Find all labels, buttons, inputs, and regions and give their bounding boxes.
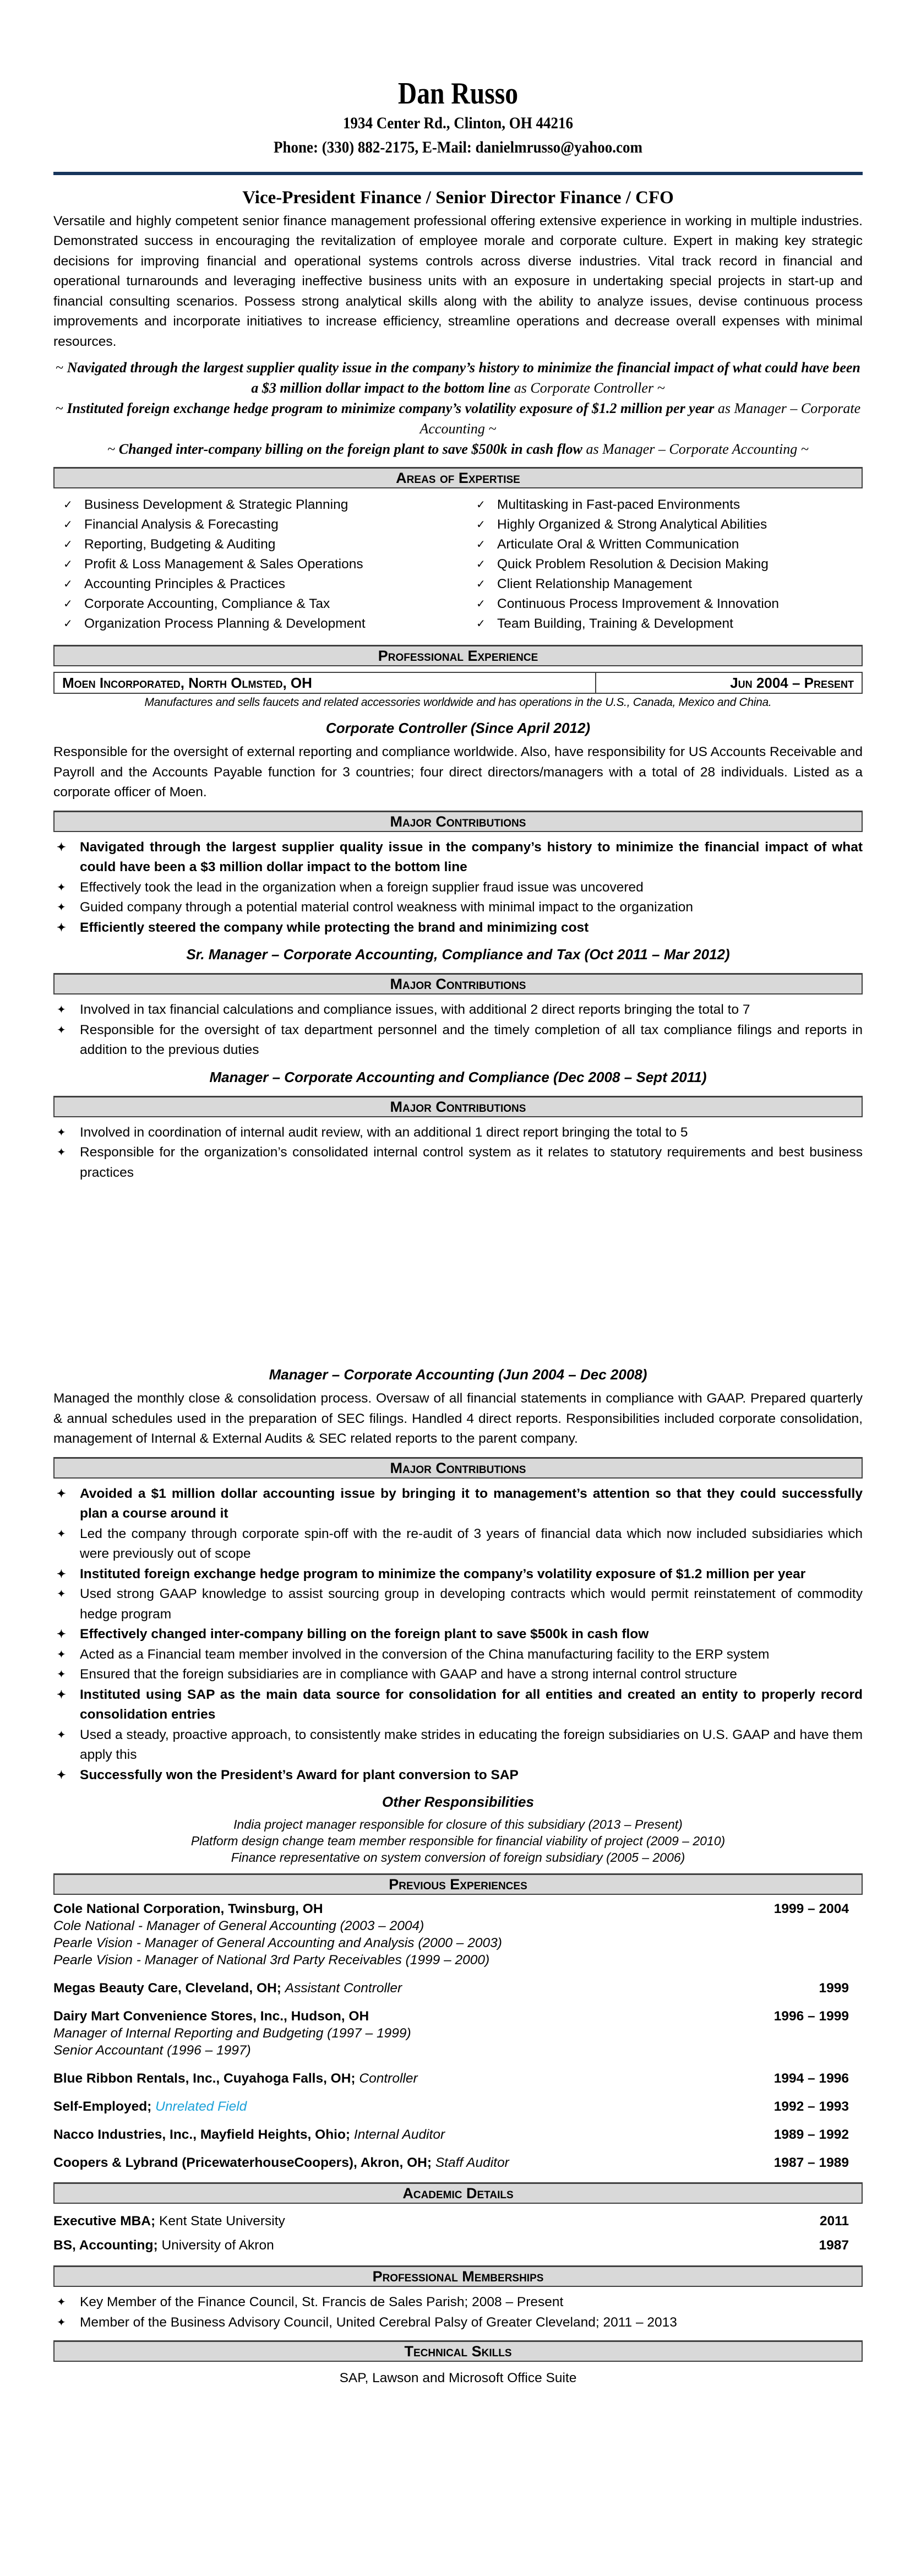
previous-years: 1992 – 1993: [773, 2099, 849, 2115]
section-heading-academic: Academic Details: [53, 2182, 863, 2204]
contribution-item: ✦ Avoided a $1 million dollar accounting issue by bringing it to management’s attention so that they could successfully plan a course around it: [53, 1484, 863, 1524]
resume-header: [53, 0, 863, 160]
school: Kent State University: [155, 2214, 285, 2229]
contribution-item: ✦ Responsible for the organization’s consolidated internal control system as it relates to statutory requirements and best business practices: [53, 1143, 863, 1183]
resume-page: [53, 0, 863, 2389]
role-description: Managed the monthly close & consolidation process. Oversaw of all financial statements in compliance with GAAP. Prepared quarterly & annual schedules used in the preparation of SEC filings. Handled 4 direct reports. Responsibilities included corporate consolidation, management of Internal & External Audits & SEC related reports to the parent company.: [53, 1391, 863, 1447]
career-highlights: [53, 357, 863, 459]
expertise-item: ✓ Quick Problem Resolution & Decision Making: [476, 555, 863, 574]
previous-years: 1999 – 2004: [773, 1901, 849, 1917]
role-title: Sr. Manager – Corporate Accounting, Compliance and Tax (Oct 2011 – Mar 2012): [186, 946, 730, 963]
section-heading-previous: Previous Experiences: [53, 1873, 863, 1895]
contribution-item: ✦ Used a steady, proactive approach, to consistently make strides in educating the foreign subsidiaries on U.S. GAAP and have them apply this: [53, 1725, 863, 1765]
contribution-item: ✦ Instituted using SAP as the main data source for consolidation for all entities and created an entity to properly record consolidation entries: [53, 1685, 863, 1725]
company-dates: Jun 2004 – Present: [730, 675, 854, 692]
expertise-list: [53, 494, 863, 637]
contributions-list: [53, 1123, 863, 1183]
expertise-column-left: [53, 495, 450, 634]
other-responsibility-item: India project manager responsible for closure of this subsidiary (2013 – Present): [233, 1817, 683, 1832]
other-responsibility-item: Finance representative on system conversion of foreign subsidiary (2005 – 2006): [231, 1850, 685, 1865]
expertise-item: ✓ Client Relationship Management: [476, 574, 863, 594]
expertise-item: ✓ Organization Process Planning & Development: [63, 614, 450, 634]
previous-job: [53, 2126, 863, 2143]
expertise-item: ✓ Corporate Accounting, Compliance & Tax: [63, 594, 450, 614]
candidate-address: 1934 Center Rd., Clinton, OH 44216: [342, 113, 574, 132]
expertise-item: ✓ Articulate Oral & Written Communication: [476, 535, 863, 555]
contribution-item: ✦ Guided company through a potential material control weakness with minimal impact to the organization: [53, 898, 863, 918]
previous-company: Blue Ribbon Rentals, Inc., Cuyahoga Falls, OH;: [53, 2071, 359, 2086]
school: University of Akron: [157, 2238, 274, 2253]
previous-years: 1996 – 1999: [773, 2009, 849, 2024]
expertise-item: ✓ Multitasking in Fast-paced Environments: [476, 495, 863, 515]
role-title: Manager – Corporate Accounting and Compliance (Dec 2008 – Sept 2011): [209, 1068, 707, 1085]
graduation-year: 2011: [819, 2214, 849, 2229]
other-responsibilities-title: Other Responsibilities: [382, 1794, 534, 1811]
role-description: Responsible for the oversight of external reporting and compliance worldwide. Also, have responsibility for US Accounts Receivable and Payroll and the Accounts Payable function for 3 countries; four direct directors/managers with a total of 28 individuals. Listed as a corporate officer of Moen.: [53, 744, 863, 800]
previous-years: 1987 – 1989: [773, 2155, 849, 2171]
header-divider: [53, 172, 863, 175]
previous-company: Cole National Corporation, Twinsburg, OH: [53, 1901, 323, 1917]
previous-job: [53, 2070, 863, 2087]
highlight-item: ~ Changed inter-company billing on the foreign plant to save $500k in cash flow as Manager – Corporate Accounting ~: [107, 441, 809, 458]
company-name: Moen Incorporated, North Olmsted, OH: [55, 673, 596, 693]
contributions-list: [53, 1484, 863, 1786]
previous-company: Megas Beauty Care, Cleveland, OH;: [53, 1981, 285, 1996]
expertise-item: ✓ Continuous Process Improvement & Innovation: [476, 594, 863, 614]
previous-title: Assistant Controller: [285, 1981, 402, 1996]
previous-title: Unrelated Field: [155, 2099, 247, 2115]
contributions-list: [53, 1000, 863, 1061]
contribution-item: ✦ Used strong GAAP knowledge to assist sourcing group in developing contracts which would permit reinstatement of commodity hedge program: [53, 1584, 863, 1624]
candidate-contact: Phone: (330) 882-2175, E-Mail: danielmrusso@yahoo.com: [273, 138, 643, 156]
highlight-item: ~ Instituted foreign exchange hedge program to minimize company’s volatility exposure of $1.2 million per year as Manager – Corporate Accounting ~: [55, 400, 861, 437]
contribution-item: ✦ Navigated through the largest supplier quality issue in the company’s history to minimize the financial impact of what could have been a $3 million dollar impact to the bottom line: [53, 838, 863, 878]
previous-subrole: Pearle Vision - Manager of National 3rd Party Receivables (1999 – 2000): [53, 1953, 490, 1968]
section-heading-contributions: Major Contributions: [53, 973, 863, 994]
previous-job: [53, 1980, 863, 1997]
expertise-item: ✓ Team Building, Training & Development: [476, 614, 863, 634]
contribution-item: ✦ Involved in tax financial calculations and compliance issues, with additional 2 direct reports bringing the total to 7: [53, 1000, 863, 1020]
objective-title: Vice-President Finance / Senior Director Finance / CFO: [242, 187, 674, 208]
graduation-year: 1987: [819, 2238, 849, 2253]
expertise-item: ✓ Business Development & Strategic Planning: [63, 495, 450, 515]
section-heading-skills: Technical Skills: [53, 2340, 863, 2362]
previous-title: Staff Auditor: [435, 2155, 509, 2171]
section-heading-contributions: Major Contributions: [53, 1096, 863, 1117]
role-title: Corporate Controller (Since April 2012): [325, 720, 591, 737]
previous-company: Dairy Mart Convenience Stores, Inc., Hudson, OH: [53, 2009, 369, 2024]
previous-years: 1989 – 1992: [773, 2127, 849, 2143]
previous-company: Nacco Industries, Inc., Mayfield Heights, Ohio;: [53, 2127, 354, 2143]
contribution-item: ✦ Ensured that the foreign subsidiaries are in compliance with GAAP and have a strong internal control structure: [53, 1665, 863, 1685]
expertise-item: ✓ Financial Analysis & Forecasting: [63, 515, 450, 535]
contribution-item: ✦ Successfully won the President’s Award for plant conversion to SAP: [53, 1765, 863, 1786]
section-heading-experience: Professional Experience: [53, 645, 863, 666]
degree: BS, Accounting;: [53, 2238, 158, 2253]
role-title: Manager – Corporate Accounting (Jun 2004 – Dec 2008): [269, 1366, 647, 1383]
expertise-item: ✓ Profit & Loss Management & Sales Operations: [63, 555, 450, 574]
section-heading-memberships: Professional Memberships: [53, 2265, 863, 2287]
membership-item: ✦ Member of the Business Advisory Council, United Cerebral Palsy of Greater Cleveland; 2011 – 2013: [53, 2313, 863, 2333]
previous-years: 1999: [819, 1981, 849, 1996]
contribution-item: ✦ Effectively took the lead in the organization when a foreign supplier fraud issue was uncovered: [53, 878, 863, 898]
education-entry: [53, 2233, 863, 2258]
previous-job: [53, 2008, 863, 2059]
contribution-item: ✦ Responsible for the oversight of tax department personnel and the timely completion of all tax compliance filings and reports in addition to the previous duties: [53, 1020, 863, 1061]
expertise-item: ✓ Accounting Principles & Practices: [63, 574, 450, 594]
section-heading-contributions: Major Contributions: [53, 1457, 863, 1479]
previous-job: [53, 1900, 863, 1969]
previous-job: [53, 2098, 863, 2115]
previous-title: Controller: [359, 2071, 418, 2086]
company-description: Manufactures and sells faucets and related accessories worldwide and has operations in the U.S., Canada, Mexico and China.: [144, 696, 772, 709]
previous-company: Self-Employed;: [53, 2099, 156, 2115]
previous-years: 1994 – 1996: [773, 2071, 849, 2086]
contribution-item: ✦ Led the company through corporate spin-off with the re-audit of 3 years of financial data which now included subsidiaries which were previously out of scope: [53, 1524, 863, 1564]
section-heading-contributions: Major Contributions: [53, 811, 863, 832]
expertise-item: ✓ Reporting, Budgeting & Auditing: [63, 535, 450, 555]
previous-job: [53, 2154, 863, 2171]
contribution-item: ✦ Acted as a Financial team member involved in the conversion of the China manufacturing facility to the ERP system: [53, 1645, 863, 1665]
contribution-item: ✦ Involved in coordination of internal audit review, with an additional 1 direct report bringing the total to 5: [53, 1123, 863, 1143]
previous-subrole: Pearle Vision - Manager of General Accounting and Analysis (2000 – 2003): [53, 1936, 502, 1951]
previous-subrole: Cole National - Manager of General Accounting (2003 – 2004): [53, 1919, 424, 1934]
previous-company: Coopers & Lybrand (PricewaterhouseCoopers), Akron, OH;: [53, 2155, 435, 2171]
membership-item: ✦ Key Member of the Finance Council, St. Francis de Sales Parish; 2008 – Present: [53, 2292, 863, 2313]
previous-subrole: Senior Accountant (1996 – 1997): [53, 2043, 251, 2058]
contribution-item: ✦ Instituted foreign exchange hedge program to minimize the company’s volatility exposure of $1.2 million per year: [53, 1564, 863, 1585]
other-responsibility-item: Platform design change team member responsible for financial viability of project (2009 – 2010): [190, 1834, 726, 1849]
contributions-list: [53, 838, 863, 938]
company-header: [53, 672, 863, 694]
previous-subrole: Manager of Internal Reporting and Budgeting (1997 – 1999): [53, 2026, 411, 2041]
highlight-item: ~ Navigated through the largest supplier quality issue in the company’s history to minimize the financial impact of what could have been a $3 million dollar impact to the bottom line as Corporate Controller ~: [56, 360, 860, 396]
other-responsibilities-list: [53, 1816, 863, 1866]
page-break-gap: [53, 1183, 863, 1358]
degree: Executive MBA;: [53, 2214, 156, 2229]
section-heading-expertise: Areas of Expertise: [53, 467, 863, 488]
professional-summary: Versatile and highly competent senior finance management professional offering extensive experience in working in multiple industries. Demonstrated success in encouraging the revitalization of employee morale and corporate culture. Expert in making key strategic decisions for improving financial and operational systems controls across diverse industries. Vital track record in financial and operational turnarounds and leveraging ineffective business units with an exposure in undertaking special projects in start-up and financial consulting scenarios. Possess strong analytical skills along with the ability to analyze issues, devise continuous process improvements and incorporate initiatives to increase efficiency, streamline operations and decrease overall expenses with minimal resources.: [53, 213, 863, 349]
contribution-item: ✦ Efficiently steered the company while protecting the brand and minimizing cost: [53, 918, 863, 938]
previous-title: Internal Auditor: [353, 2127, 445, 2143]
expertise-item: ✓ Highly Organized & Strong Analytical Abilities: [476, 515, 863, 535]
memberships-list: [53, 2292, 863, 2333]
technical-skills: SAP, Lawson and Microsoft Office Suite: [339, 2371, 577, 2386]
candidate-name: Dan Russo: [397, 77, 519, 111]
contribution-item: ✦ Effectively changed inter-company billing on the foreign plant to save $500k in cash flow: [53, 1624, 863, 1645]
education-entry: [53, 2209, 863, 2233]
expertise-column-right: [450, 495, 863, 634]
